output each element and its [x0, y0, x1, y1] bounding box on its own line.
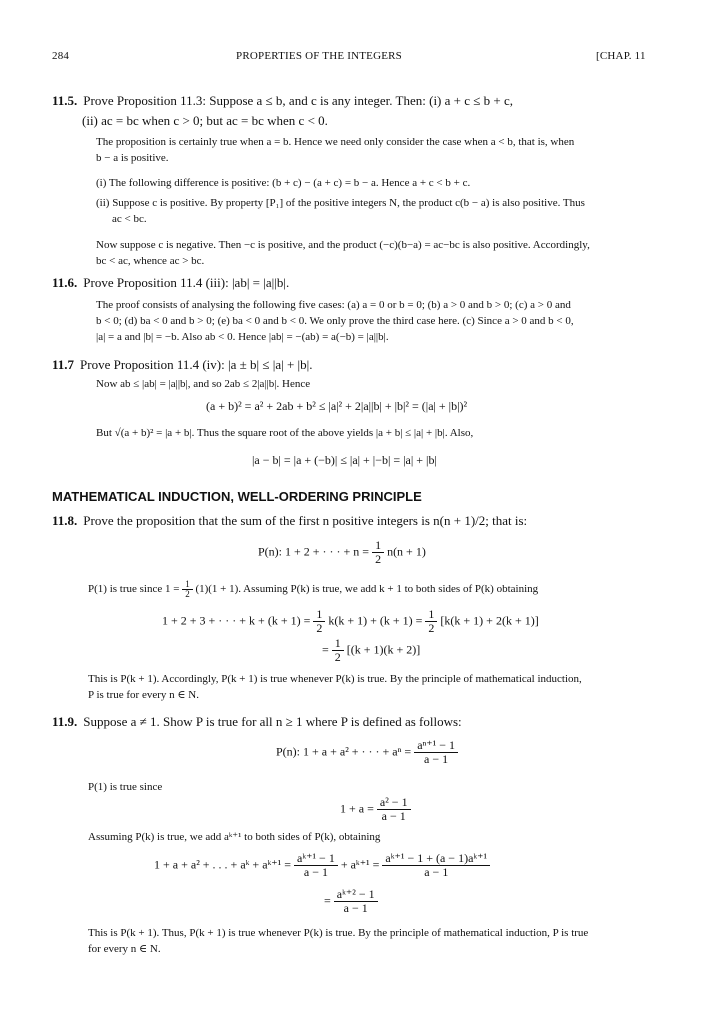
denominator: a − 1	[381, 809, 406, 823]
solution-text	[88, 580, 538, 599]
equation	[162, 608, 539, 635]
equation-lhs: 1 + a + a² + . . . + aᵏ + aᵏ⁺¹ =	[154, 857, 292, 872]
equation-lhs: 1 + a =	[340, 801, 374, 816]
text-fragment: = |a + b|. Thus the square root of the above yields |a + b| ≤ |a| + |b|. Also,	[156, 427, 474, 439]
solution-text: P is true for every n ∈ N.	[88, 689, 199, 701]
equation	[154, 852, 490, 879]
equation-rhs: [(k + 1)(k + 2)]	[346, 642, 421, 657]
equation-lhs: P(n): 1 + a + a² + · · · + aⁿ =	[276, 744, 412, 759]
numerator: 1	[372, 539, 384, 553]
equation-lhs: 1 + 2 + 3 + · · · + k + (k + 1) =	[162, 613, 311, 628]
problem-number: 11.5.	[52, 93, 78, 108]
problem-number: 11.7	[52, 357, 75, 372]
denominator: 2	[428, 621, 435, 635]
equation-rhs: n(n + 1)	[387, 544, 426, 559]
solution-text: ac < bc.	[112, 213, 147, 225]
solution-text: Assuming P(k) is true, we add aᵏ⁺¹ to both sides of P(k), obtaining	[88, 831, 381, 843]
problem-text: Suppose a ≠ 1. Show P is true for all n ≥ 1 where P is defined as follows:	[83, 714, 462, 729]
text-fragment: But	[96, 427, 112, 439]
solution-item-i: (i) The following difference is positive: (b + c) − (a + c) = b − a. Hence a + c < b + c.	[96, 177, 471, 189]
problem-text: Prove Proposition 11.3: Suppose a ≤ b, and c is any integer. Then: (i) a + c ≤ b + c,	[83, 93, 513, 108]
equation-rhs: [k(k + 1) + 2(k + 1)]	[440, 613, 539, 628]
sqrt-expression: √(a + b)²	[114, 427, 154, 439]
denominator: 2	[334, 650, 341, 664]
equation-mid: + aᵏ⁺¹ =	[340, 857, 380, 872]
denominator: 2	[185, 589, 190, 599]
fraction	[182, 580, 193, 599]
solution-text: bc < ac, whence ac > bc.	[96, 255, 205, 267]
denominator: a − 1	[424, 865, 449, 879]
equation: (a + b)² = a² + 2ab + b² ≤ |a|² + 2|a||b| + |b|² = (|a| + |b|)²	[206, 399, 468, 413]
denominator: 2	[375, 552, 382, 566]
text-fragment: P(1) is true since 1 =	[88, 583, 180, 596]
numerator: aᵏ⁺² − 1	[334, 888, 378, 902]
numerator: aᵏ⁺¹ − 1 + (a − 1)aᵏ⁺¹	[382, 852, 490, 866]
fraction	[425, 608, 437, 635]
solution-text: b < 0; (d) ba < 0 and b > 0; (e) ba < 0 and b < 0. We only prove the third case here. (c) Since a > 0 and b < 0,	[96, 315, 574, 327]
page-number: 284	[52, 50, 70, 62]
solution-text: The proof consists of analysing the following five cases: (a) a = 0 or b = 0; (b) a > 0 and b > 0; (c) a > 0 and	[96, 299, 571, 311]
denominator: 2	[316, 621, 323, 635]
problem-number: 11.9.	[52, 714, 78, 729]
problem-11-7-statement	[52, 355, 313, 374]
problem-text: Prove the proposition that the sum of the first n positive integers is n(n + 1)/2; that is:	[83, 513, 528, 528]
fraction	[313, 608, 325, 635]
numerator: 1	[313, 608, 325, 622]
equation: |a − b| = |a + (−b)| ≤ |a| + |−b| = |a| + |b|	[252, 453, 437, 467]
fraction	[332, 637, 344, 664]
numerator: 1	[332, 637, 344, 651]
problem-text: Prove Proposition 11.4 (iii): |ab| = |a||b|.	[83, 275, 290, 290]
solution-text: This is P(k + 1). Thus, P(k + 1) is true whenever P(k) is true. By the principle of mathematical induction, P is true	[88, 927, 589, 939]
equation	[258, 539, 426, 566]
running-title: PROPERTIES OF THE INTEGERS	[236, 50, 402, 62]
fraction	[294, 852, 338, 879]
problem-text-line: (ii) ac = bc when c > 0; but ac = bc when c < 0.	[82, 113, 328, 128]
fraction	[382, 852, 490, 879]
equation	[340, 796, 411, 823]
problem-11-8-statement	[52, 511, 527, 530]
denominator: a − 1	[303, 865, 328, 879]
text-fragment: (1)(1 + 1). Assuming P(k) is true, we add k + 1 to both sides of P(k) obtaining	[195, 583, 539, 596]
solution-item-ii: (ii) Suppose c is positive. By property [P₁] of the positive integers N, the product c(b − a) is also positive. Thus	[96, 197, 585, 209]
solution-text: The proposition is certainly true when a = b. Hence we need only consider the case when a < b, that is, when	[96, 136, 575, 148]
equation	[324, 888, 378, 915]
problem-number: 11.6.	[52, 275, 78, 290]
solution-text: b − a is positive.	[96, 152, 169, 164]
equation	[322, 637, 420, 664]
problem-11-6-statement	[52, 273, 289, 292]
equation	[276, 739, 458, 766]
numerator: aⁿ⁺¹ − 1	[414, 739, 458, 753]
solution-text	[96, 425, 473, 441]
problem-11-9-statement	[52, 712, 462, 731]
equation-lhs: P(n): 1 + 2 + · · · + n =	[258, 544, 370, 559]
solution-text: |a| = a and |b| = −b. Also ab < 0. Hence |ab| = −(ab) = a(−b) = |a||b|.	[96, 331, 389, 343]
denominator: a − 1	[343, 901, 368, 915]
numerator: 1	[425, 608, 437, 622]
equals-sign: =	[324, 893, 331, 908]
solution-text: Now ab ≤ |ab| = |a||b|, and so 2ab ≤ 2|a||b|. Hence	[96, 378, 311, 390]
fraction	[334, 888, 378, 915]
chapter-label: [CHAP. 11	[596, 50, 646, 62]
equation-mid: k(k + 1) + (k + 1) =	[328, 613, 423, 628]
problem-text: Prove Proposition 11.4 (iv): |a ± b| ≤ |a| + |b|.	[80, 357, 313, 372]
numerator: aᵏ⁺¹ − 1	[294, 852, 338, 866]
fraction	[414, 739, 458, 766]
denominator: a − 1	[424, 752, 449, 766]
problem-number: 11.8.	[52, 513, 78, 528]
solution-text: Now suppose c is negative. Then −c is positive, and the product (−c)(b−a) = ac−bc is also positive. Accordingly,	[96, 239, 590, 251]
fraction	[377, 796, 411, 823]
equals-sign: =	[322, 642, 329, 657]
solution-text: P(1) is true since	[88, 781, 163, 793]
problem-11-5-statement	[52, 91, 513, 110]
solution-text: This is P(k + 1). Accordingly, P(k + 1) is true whenever P(k) is true. By the principle of mathematical induction,	[88, 673, 582, 685]
numerator: a² − 1	[377, 796, 411, 810]
fraction	[372, 539, 384, 566]
solution-text: for every n ∈ N.	[88, 943, 161, 955]
numerator: 1	[182, 580, 193, 590]
section-heading: MATHEMATICAL INDUCTION, WELL-ORDERING PRINCIPLE	[52, 489, 422, 504]
